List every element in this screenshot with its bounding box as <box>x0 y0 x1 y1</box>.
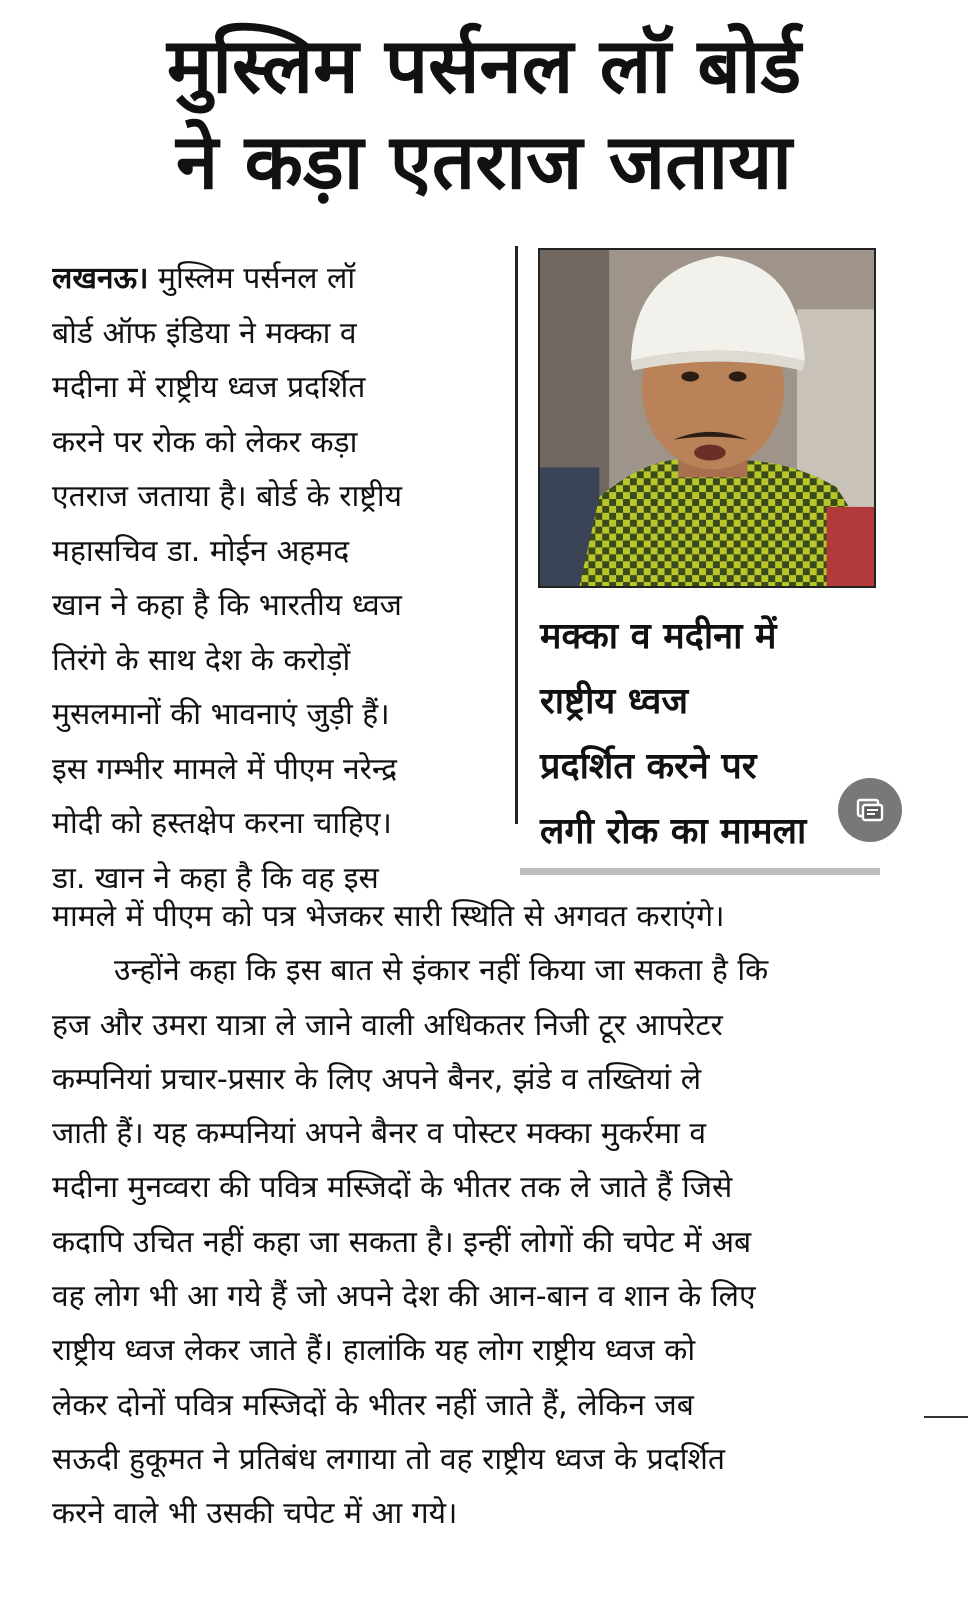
pull-quote-line: राष्ट्रीय ध्वज <box>540 681 689 722</box>
pull-quote-line: लगी रोक का मामला <box>540 811 807 852</box>
person-photo <box>538 248 876 588</box>
lead-line: एतराज जताया है। बोर्ड के राष्ट्रीय <box>52 479 402 514</box>
headline-line-1: मुस्लिम पर्सनल लॉ बोर्ड <box>166 21 802 110</box>
lead-paragraph <box>52 252 474 906</box>
lead-line: मोदी को हस्तक्षेप करना चाहिए। <box>52 806 392 841</box>
lead-line: बोर्ड ऑफ इंडिया ने मक्का व <box>52 315 357 351</box>
lead-line: खान ने कहा है कि भारतीय ध्वज <box>52 588 402 623</box>
pull-quote-line: प्रदर्शित करने पर <box>540 746 757 787</box>
column-rule <box>515 246 518 824</box>
body-line: कदापि उचित नहीं कहा जा सकता है। इन्हीं लोगों की चपेट में अब <box>52 1224 752 1260</box>
body-line: मामले में पीएम को पत्र भेजकर सारी स्थिति से अगवत कराएंगे। <box>52 899 725 934</box>
body-line: सऊदी हुकूमत ने प्रतिबंध लगाया तो वह राष्ट्रीय ध्वज के प्रदर्शित <box>52 1441 725 1477</box>
section-divider <box>520 868 880 875</box>
lead-line: मदीना में राष्ट्रीय ध्वज प्रदर्शित <box>52 370 366 405</box>
lead-line: करने पर रोक को लेकर कड़ा <box>52 424 358 460</box>
gallery-button[interactable] <box>838 778 902 842</box>
body-line: राष्ट्रीय ध्वज लेकर जाते हैं। हालांकि यह लोग राष्ट्रीय ध्वज को <box>52 1333 696 1369</box>
body-line: जाती हैं। यह कम्पनियां अपने बैनर व पोस्टर मक्का मुकर्रमा व <box>52 1116 707 1152</box>
lead-line: इस गम्भीर मामले में पीएम नरेन्द्र <box>52 751 398 787</box>
body-paragraph <box>52 890 876 1542</box>
body-line: उन्होंने कहा कि इस बात से इंकार नहीं किया जा सकता है कि <box>114 953 769 989</box>
edge-mark <box>924 1416 968 1418</box>
body-line: मदीना मुनव्वरा की पवित्र मस्जिदों के भीतर तक ले जाते हैं जिसे <box>52 1170 733 1206</box>
pull-quote-line: मक्का व मदीना में <box>540 616 777 657</box>
lead-line: तिरंगे के साथ देश के करोड़ों <box>52 642 351 678</box>
lead-line: महासचिव डा. मोईन अहमद <box>52 533 350 569</box>
dateline: लखनऊ। <box>52 261 149 296</box>
headline-line-2: ने कड़ा एतराज जताया <box>176 117 792 206</box>
gallery-icon <box>855 795 885 825</box>
lead-line: मुसलमानों की भावनाएं जुड़ी हैं। <box>52 697 390 732</box>
body-line: हज और उमरा यात्रा ले जाने वाली अधिकतर निजी टूर आपरेटर <box>52 1007 723 1043</box>
person-photo-icon <box>540 250 874 586</box>
body-line: कम्पनियां प्रचार-प्रसार के लिए अपने बैनर, झंडे व तख्तियां ले <box>52 1061 702 1097</box>
body-line: लेकर दोनों पवित्र मस्जिदों के भीतर नहीं जाते हैं, लेकिन जब <box>52 1387 694 1423</box>
body-line: वह लोग भी आ गये हैं जो अपने देश की आन-बान व शान के लिए <box>52 1279 756 1315</box>
lead-line: लखनऊ। मुस्लिम पर्सनल लॉ <box>52 261 356 296</box>
lead-line: डा. खान ने कहा है कि वह इस <box>52 860 379 896</box>
headline <box>0 18 968 210</box>
pull-quote <box>540 604 880 864</box>
body-line: करने वाले भी उसकी चपेट में आ गये। <box>52 1496 458 1532</box>
